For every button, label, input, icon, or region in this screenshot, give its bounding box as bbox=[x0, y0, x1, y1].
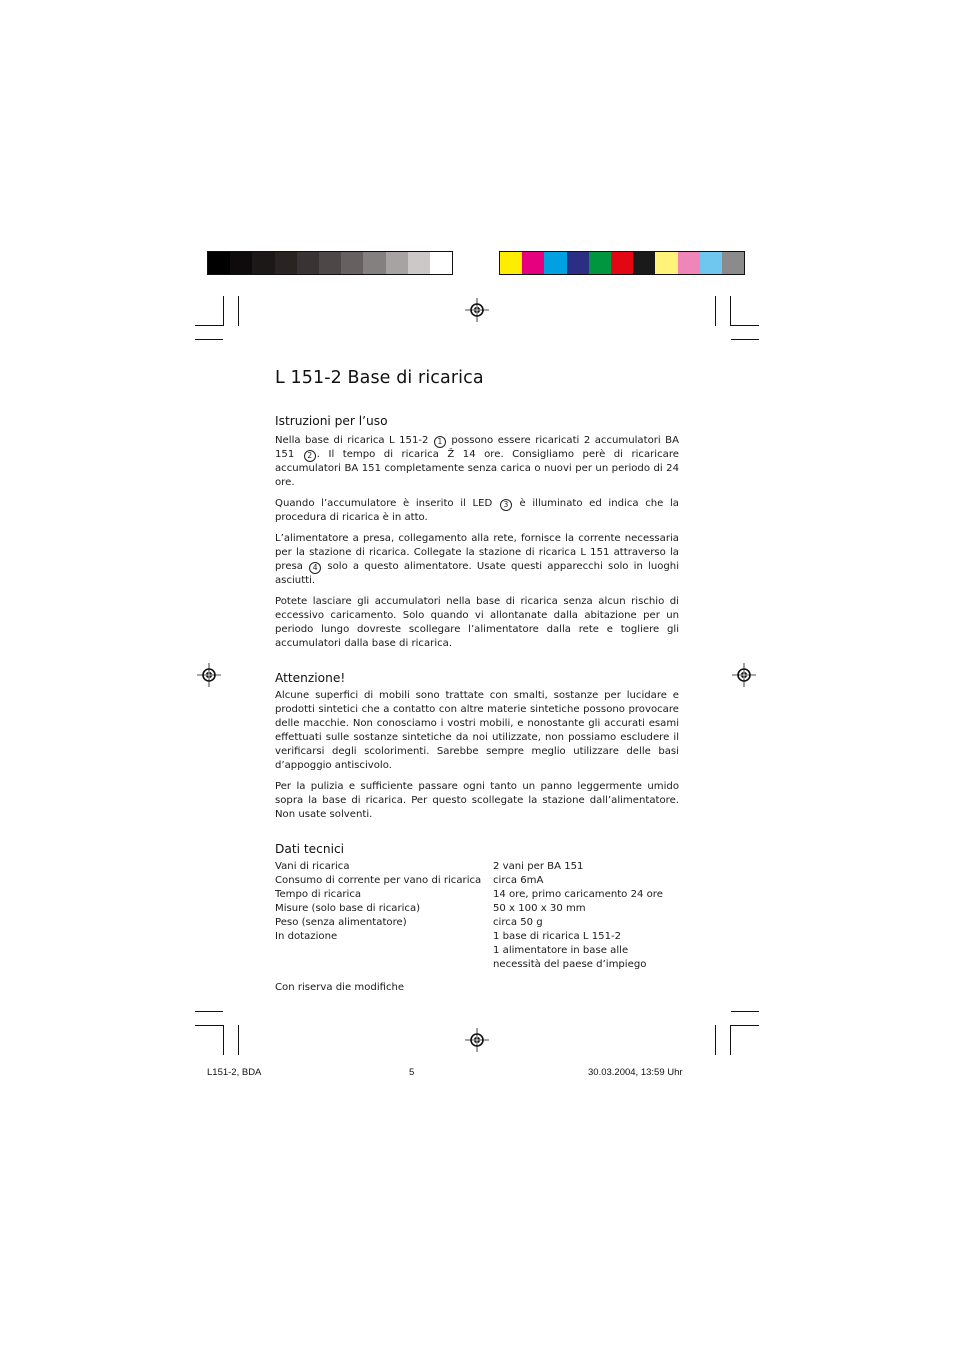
paragraph: Quando l’accumulatore è inserito il LED 3 è illuminato ed indica che la procedura di ricarica è in atto. bbox=[275, 498, 679, 523]
paragraph: L’alimentatore a presa, collegamento alla rete, fornisce la corrente necessaria per la stazione di ricarica. Collegate la stazione di ricarica L 151 attraverso la presa 4 solo a questo alimentatore. Usate questi apparecchi solo in luoghi asciutti. bbox=[275, 533, 679, 586]
color-swatch bbox=[275, 252, 297, 274]
callout-number: 3 bbox=[500, 499, 512, 511]
spec-value: necessità del paese d’impiego bbox=[493, 959, 647, 970]
spec-value: circa 50 g bbox=[493, 917, 543, 928]
registration-mark-icon bbox=[732, 663, 756, 687]
color-swatch bbox=[230, 252, 252, 274]
color-swatch bbox=[722, 252, 744, 274]
color-swatch bbox=[208, 252, 230, 274]
color-swatch bbox=[386, 252, 408, 274]
footer-filename: L151-2, BDA bbox=[207, 1067, 262, 1078]
section-heading-instructions: Istruzioni per l’uso bbox=[275, 414, 388, 428]
paragraph: Potete lasciare gli accumulatori nella base di ricarica senza alcun rischio di eccessivo caricamento. Solo quando vi allontanate dalla abitazione per un periodo lungo dovreste scollegare l’alimentatore dalla rete e togliere gli accumulatori dalla base di ricarica. bbox=[275, 596, 679, 649]
table-row bbox=[275, 930, 679, 944]
color-swatch bbox=[678, 252, 700, 274]
color-swatch bbox=[655, 252, 677, 274]
spec-value: 2 vani per BA 151 bbox=[493, 861, 584, 872]
paragraph: Per la pulizia e sufficiente passare ogni tanto un panno leggermente umido sopra la base di ricarica. Per questo scollegate la stazione dall’alimentatore. Non usate solventi. bbox=[275, 781, 679, 820]
table-row bbox=[275, 916, 679, 930]
color-swatch bbox=[589, 252, 611, 274]
color-swatch bbox=[341, 252, 363, 274]
color-calibration-bar bbox=[499, 251, 745, 275]
color-swatch bbox=[611, 252, 633, 274]
crop-mark bbox=[223, 1025, 224, 1055]
color-swatch bbox=[500, 252, 522, 274]
color-swatch bbox=[522, 252, 544, 274]
table-row bbox=[275, 902, 679, 916]
crop-mark bbox=[731, 1025, 759, 1026]
crop-mark bbox=[731, 339, 759, 340]
spec-value: 14 ore, primo caricamento 24 ore bbox=[493, 889, 663, 900]
footer-timestamp: 30.03.2004, 13:59 Uhr bbox=[588, 1067, 683, 1078]
callout-number: 2 bbox=[304, 450, 316, 462]
specs-table bbox=[275, 860, 679, 972]
crop-mark bbox=[730, 1025, 731, 1055]
section-heading-warning: Attenzione! bbox=[275, 671, 346, 685]
color-swatch bbox=[567, 252, 589, 274]
color-swatch bbox=[430, 252, 452, 274]
spec-value: 50 x 100 x 30 mm bbox=[493, 903, 586, 914]
spec-value: circa 6mA bbox=[493, 875, 544, 886]
color-swatch bbox=[252, 252, 274, 274]
crop-mark bbox=[195, 1011, 223, 1012]
document-body bbox=[275, 368, 679, 995]
table-row bbox=[275, 958, 679, 972]
color-swatch bbox=[544, 252, 566, 274]
page-title: L 151-2 Base di ricarica bbox=[275, 368, 484, 388]
callout-number: 4 bbox=[309, 562, 321, 574]
crop-mark bbox=[731, 1011, 759, 1012]
spec-label: Peso (senza alimentatore) bbox=[275, 917, 407, 928]
spec-label: In dotazione bbox=[275, 931, 338, 942]
color-swatch bbox=[408, 252, 430, 274]
color-swatch bbox=[700, 252, 722, 274]
grayscale-calibration-bar bbox=[207, 251, 453, 275]
spec-label: Misure (solo base di ricarica) bbox=[275, 903, 421, 914]
spec-value: 1 alimentatore in base alle bbox=[493, 945, 629, 956]
spec-label: Consumo di corrente per vano di ricarica bbox=[275, 875, 482, 886]
crop-mark bbox=[195, 1025, 223, 1026]
crop-mark bbox=[223, 296, 224, 326]
footer-page-number: 5 bbox=[409, 1067, 415, 1078]
crop-mark bbox=[195, 325, 223, 326]
callout-number: 1 bbox=[434, 436, 446, 448]
crop-mark bbox=[238, 1025, 239, 1055]
spec-value: 1 base di ricarica L 151-2 bbox=[493, 931, 622, 942]
crop-mark bbox=[730, 296, 731, 326]
spec-label bbox=[275, 944, 493, 958]
color-swatch bbox=[297, 252, 319, 274]
crop-mark bbox=[195, 339, 223, 340]
crop-mark bbox=[715, 1025, 716, 1055]
registration-mark-icon bbox=[465, 1028, 489, 1052]
crop-mark bbox=[238, 296, 239, 326]
registration-mark-icon bbox=[197, 663, 221, 687]
spec-label bbox=[275, 958, 493, 972]
crop-mark bbox=[715, 296, 716, 326]
table-row bbox=[275, 874, 679, 888]
table-row bbox=[275, 860, 679, 874]
color-swatch bbox=[319, 252, 341, 274]
table-row bbox=[275, 888, 679, 902]
color-swatch bbox=[363, 252, 385, 274]
section-heading-specs: Dati tecnici bbox=[275, 842, 345, 856]
crop-mark bbox=[731, 325, 759, 326]
registration-mark-icon bbox=[465, 298, 489, 322]
paragraph: Nella base di ricarica L 151-2 1 possono essere ricaricati 2 accumulatori BA 151 2 . Il tempo di ricarica Ž 14 ore. Consigliamo perè di ricaricare accumulatori BA 151 completamente senza carica o nuovi per un periodo di 24 ore. bbox=[275, 435, 679, 488]
color-swatch bbox=[633, 252, 655, 274]
spec-label: Vani di ricarica bbox=[275, 861, 350, 872]
paragraph: Alcune superfici di mobili sono trattate con smalti, sostanze per lucidare e prodotti sintetici che a contatto con altre materie sintetiche possono provocare delle macchie. Non conosciamo i vostri mobili, e nonostante gli accurati esami effettuati sulle sostanze sintetiche da noi utilizzate, non possiamo escludere il verificarsi degli scolorimenti. Sarebbe sempre meglio utilizzare delle basi d’appoggio antiscivolo. bbox=[275, 690, 679, 771]
spec-label: Tempo di ricarica bbox=[275, 889, 362, 900]
table-row bbox=[275, 944, 679, 958]
closing-note: Con riserva die modifiche bbox=[275, 982, 405, 993]
